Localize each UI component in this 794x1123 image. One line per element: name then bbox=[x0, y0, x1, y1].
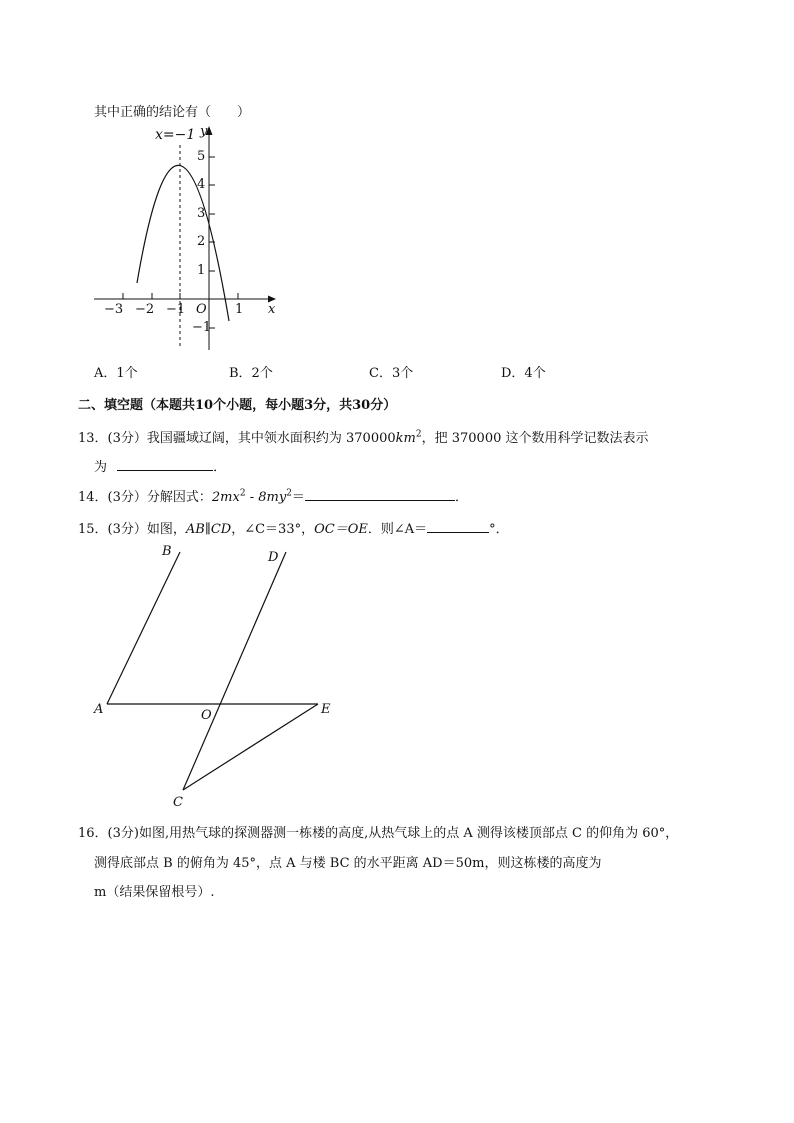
option-b: B．2个 bbox=[229, 366, 273, 381]
q15-ab-cd: AB∥CD bbox=[185, 522, 232, 537]
point-d-label: D bbox=[268, 550, 279, 565]
q14-end: ． bbox=[454, 490, 468, 505]
symmetry-axis-label: x=−1 bbox=[155, 127, 196, 143]
q14-exp-b: 2 bbox=[286, 488, 292, 499]
y-tick-label: 4 bbox=[197, 177, 206, 192]
q15-prefix: 15．(3分）如图， bbox=[78, 522, 186, 537]
point-o-label: O bbox=[201, 708, 212, 723]
x-tick-label: −3 bbox=[104, 302, 124, 317]
q14-exp-a: 2 bbox=[239, 488, 246, 499]
q14-expr-b: 8my bbox=[258, 490, 287, 505]
q15-oc-oe: OC＝OE bbox=[314, 522, 368, 537]
x-tick-label: −2 bbox=[135, 302, 155, 317]
q13-exponent: 2 bbox=[415, 429, 422, 440]
option-a: A．1个 bbox=[94, 366, 138, 381]
y-tick-label: 2 bbox=[197, 234, 206, 249]
point-e-label: E bbox=[321, 702, 331, 717]
question-16-line2: 测得底部点 B 的俯角为 45°，点 A 与楼 BC 的水平距离 AD＝50m，则这栋楼的高度为 bbox=[94, 856, 602, 871]
q13-prefix: 13．(3分）我国疆域辽阔，其中领水面积约为 370000 bbox=[78, 431, 396, 446]
q13-line2-end: ． bbox=[213, 460, 227, 475]
point-a-label: A bbox=[94, 702, 104, 717]
y-axis-label: y bbox=[200, 124, 208, 139]
question-16-line3: m（结果保留根号）. bbox=[94, 885, 215, 900]
point-b-label: B bbox=[162, 544, 172, 559]
q13-suffix: ，把 370000 这个数用科学记数法表示 bbox=[421, 431, 649, 446]
q14-expr-a: 2mx bbox=[211, 490, 240, 505]
q15-angle-c: ，∠C＝33°， bbox=[231, 522, 315, 537]
q15-ask: ．则∠A＝ bbox=[367, 522, 428, 537]
option-d: D．4个 bbox=[501, 366, 546, 381]
q14-eq: ＝ bbox=[291, 490, 305, 505]
q14-minus: - bbox=[245, 490, 259, 505]
q12-stem-tail: 其中正确的结论有（ ） bbox=[94, 105, 251, 120]
y-tick-label: 1 bbox=[197, 263, 206, 278]
y-tick-label: −1 bbox=[192, 320, 212, 335]
q15-end: °． bbox=[489, 522, 509, 537]
y-tick-label: 5 bbox=[197, 149, 206, 164]
q13-line2-prefix: 为 bbox=[94, 460, 108, 475]
section-heading: 二、填空题（本题共10个小题，每小题3分，共30分） bbox=[78, 398, 397, 413]
x-tick-label: −1 bbox=[166, 302, 186, 317]
point-c-label: C bbox=[173, 795, 183, 810]
origin-label: O bbox=[196, 302, 207, 317]
x-tick-label: 1 bbox=[235, 302, 244, 317]
question-16-line1: 16．(3分)如图,用热气球的探测器测一栋楼的高度,从热气球上的点 A 测得该楼顶部点 C 的仰角为 60°， bbox=[78, 826, 679, 841]
q13-unit: km bbox=[395, 431, 416, 446]
y-tick-label: 3 bbox=[197, 206, 206, 221]
x-axis-label: x bbox=[268, 302, 276, 317]
option-c: C．3个 bbox=[369, 366, 414, 381]
q14-prefix: 14．(3分）分解因式： bbox=[78, 490, 212, 505]
